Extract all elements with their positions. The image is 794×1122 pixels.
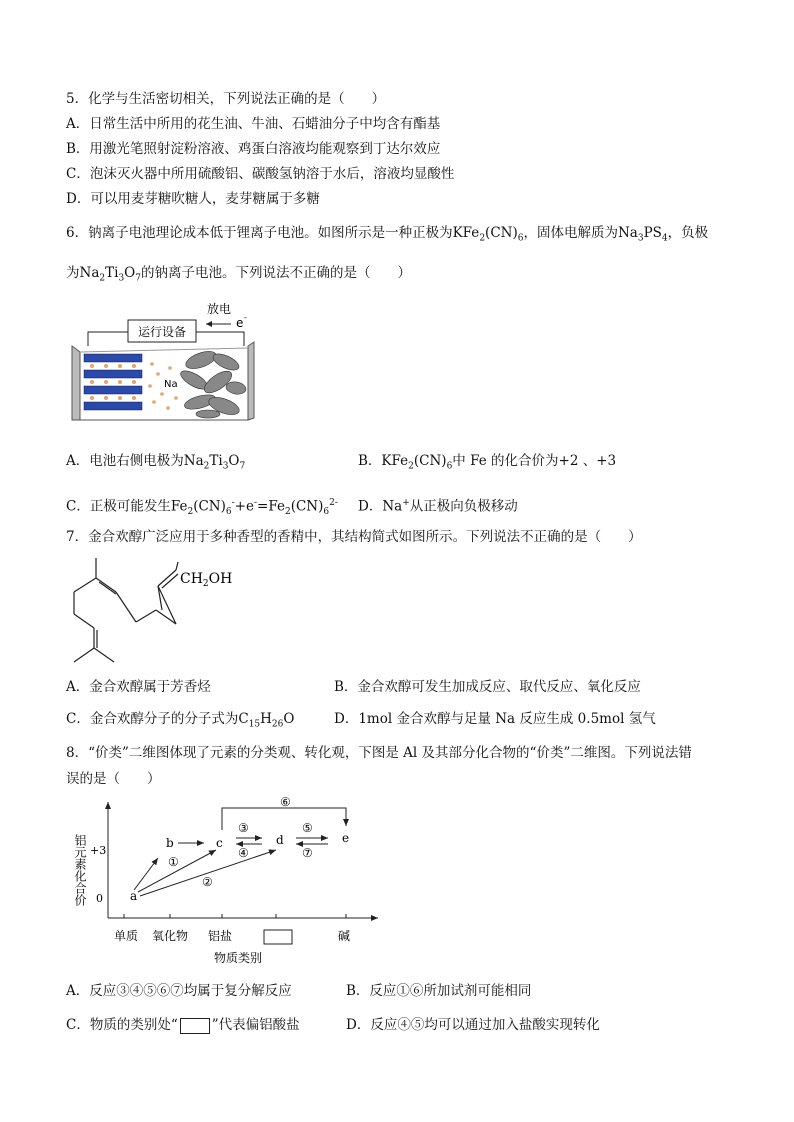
farnesol-structure bbox=[66, 552, 256, 670]
point-c: c bbox=[216, 836, 223, 850]
discharge-label: 放电 bbox=[207, 302, 232, 316]
q7-option-b: B．金合欢醇可发生加成反应、取代反应、氧化反应 bbox=[334, 679, 641, 695]
svg-text:-: - bbox=[244, 313, 247, 322]
q6-option-a: A．电池右侧电极为$Na_2Ti_3O_7$ bbox=[66, 453, 246, 472]
reaction-1: ① bbox=[168, 855, 179, 869]
q6-option-c: C．正极可能发生$Fe_2(CN)_6^-+e^-=Fe_2(CN)_6^{2-}$ bbox=[66, 498, 338, 518]
battery-figure bbox=[66, 298, 266, 428]
blank-category-box bbox=[264, 930, 292, 944]
reaction-6: ⑥ bbox=[280, 795, 291, 809]
y-axis-label: 铝元素化合价 bbox=[73, 834, 87, 906]
reaction-2: ② bbox=[202, 875, 213, 889]
point-b: b bbox=[166, 836, 174, 850]
point-e: e bbox=[342, 831, 350, 845]
q5-option-d: D．可以用麦芽糖吹糖人，麦芽糖属于多糖 bbox=[66, 191, 320, 207]
q6-option-b: B．$KFe_2(CN)_6$中 Fe 的化合价为+2 、+3 bbox=[358, 453, 617, 472]
point-a: a bbox=[130, 889, 138, 903]
q7-stem: 7．金合欢醇广泛应用于多种香型的香精中，其结构简式如图所示。下列说法不正确的是（ ） bbox=[66, 529, 642, 545]
q7-option-c: C．金合欢醇分子的分子式为$C_{15}H_{26}O$ bbox=[66, 711, 295, 730]
x-tick-base: 碱 bbox=[338, 929, 351, 943]
blank-box-inline bbox=[180, 1018, 210, 1034]
x-tick-oxide: 氧化物 bbox=[152, 929, 189, 943]
q6-option-d: D．Na+从正极向负极移动 bbox=[358, 498, 518, 515]
na-ion-label: Na bbox=[164, 379, 178, 390]
x-tick-salt: 铝盐 bbox=[208, 929, 233, 943]
q8-option-a: A．反应③④⑤⑥⑦均属于复分解反应 bbox=[66, 983, 292, 999]
valence-class-diagram bbox=[66, 794, 396, 972]
x-tick-element: 单质 bbox=[114, 929, 139, 943]
q7-option-d: D．1mol 金合欢醇与足量 Na 反应生成 0.5mol 氢气 bbox=[334, 711, 656, 727]
reaction-4: ④ bbox=[238, 846, 249, 860]
point-d: d bbox=[276, 833, 284, 847]
reaction-7: ⑦ bbox=[302, 846, 313, 860]
q8-stem-line1: 8．“价类”二维图体现了元素的分类观、转化观，下图是 Al 及其部分化合物的“价类”二维图。下列说法错 bbox=[66, 745, 692, 761]
device-label: 运行设备 bbox=[138, 325, 187, 339]
q6-stem-line1: 6．钠离子电池理论成本低于锂离子电池。如图所示是一种正极为$KFe_2(CN)_6$，固体电解质为$Na_3PS_4$，负极 bbox=[66, 225, 709, 244]
q8-option-b: B．反应①⑥所加试剂可能相同 bbox=[346, 983, 532, 999]
q5-option-c: C．泡沫灭火器中所用硫酸铝、碳酸氢钠溶于水后，溶液均显酸性 bbox=[66, 166, 455, 182]
reaction-5: ⑤ bbox=[302, 821, 313, 835]
reaction-3: ③ bbox=[238, 821, 249, 835]
y-tick-zero: 0 bbox=[96, 892, 103, 905]
ch2oh-label: $CH_2OH$ bbox=[180, 571, 233, 589]
q5-option-a: A．日常生活中所用的花生油、牛油、石蜡油分子中均含有酯基 bbox=[66, 116, 441, 132]
q7-option-a: A．金合欢醇属于芳香烃 bbox=[66, 679, 211, 695]
q6-stem-line2: 为$Na_2Ti_3O_7$的钠离子电池。下列说法不正确的是（ ） bbox=[66, 265, 411, 284]
x-axis-title: 物质类别 bbox=[214, 951, 263, 965]
q5-option-b: B．用激光笔照射淀粉溶液、鸡蛋白溶液均能观察到丁达尔效应 bbox=[66, 141, 441, 157]
q8-stem-line2: 误的是（ ） bbox=[66, 771, 161, 787]
q8-option-c: C．物质的类别处“ ”代表偏铝酸盐 bbox=[66, 1017, 300, 1033]
q8-option-d: D．反应④⑤均可以通过加入盐酸实现转化 bbox=[346, 1017, 600, 1033]
q5-stem: 5．化学与生活密切相关，下列说法正确的是（ ） bbox=[66, 91, 386, 107]
y-tick-plus3: +3 bbox=[90, 844, 107, 857]
svg-text:e: e bbox=[236, 316, 244, 330]
